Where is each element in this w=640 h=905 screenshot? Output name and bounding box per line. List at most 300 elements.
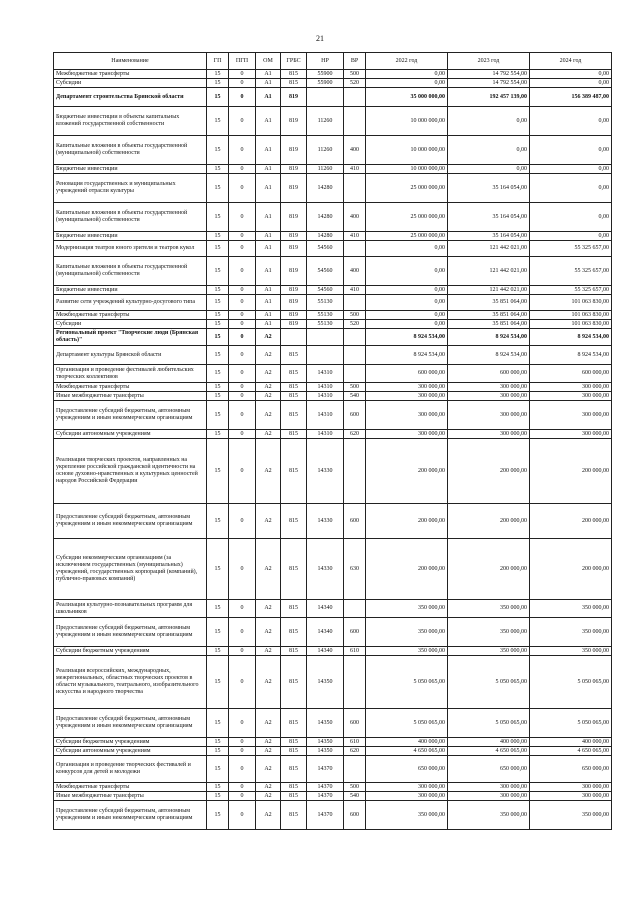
cell-om: A2 bbox=[256, 738, 281, 747]
cell-2024: 200 000,00 bbox=[530, 539, 612, 600]
cell-pgp: 0 bbox=[229, 401, 256, 430]
cell-nr: 14370 bbox=[307, 801, 344, 830]
cell-gp: 15 bbox=[207, 656, 229, 709]
cell-2023: 350 000,00 bbox=[448, 801, 530, 830]
cell-gp: 15 bbox=[207, 241, 229, 257]
cell-gp: 15 bbox=[207, 329, 229, 346]
cell-nr bbox=[307, 329, 344, 346]
table-row bbox=[54, 165, 612, 174]
cell-name: Межбюджетные трансферты bbox=[54, 783, 207, 792]
cell-2024: 400 000,00 bbox=[530, 738, 612, 747]
cell-pgp: 0 bbox=[229, 801, 256, 830]
cell-vr bbox=[344, 295, 366, 311]
cell-2023: 200 000,00 bbox=[448, 504, 530, 539]
cell-pgp: 0 bbox=[229, 174, 256, 203]
cell-vr: 610 bbox=[344, 738, 366, 747]
cell-2023: 0,00 bbox=[448, 107, 530, 136]
cell-gp: 15 bbox=[207, 392, 229, 401]
cell-nr: 54560 bbox=[307, 241, 344, 257]
cell-om: A2 bbox=[256, 792, 281, 801]
cell-2023: 400 000,00 bbox=[448, 738, 530, 747]
cell-2022: 0,00 bbox=[366, 257, 448, 286]
cell-grbs bbox=[281, 329, 307, 346]
cell-om: A1 bbox=[256, 165, 281, 174]
cell-pgp: 0 bbox=[229, 383, 256, 392]
cell-pgp: 0 bbox=[229, 320, 256, 329]
cell-2024: 300 000,00 bbox=[530, 430, 612, 439]
header-pgp: ПГП bbox=[229, 53, 256, 70]
table-row bbox=[54, 439, 612, 504]
cell-pgp: 0 bbox=[229, 203, 256, 232]
table-row bbox=[54, 756, 612, 783]
cell-gp: 15 bbox=[207, 600, 229, 618]
table-row bbox=[54, 79, 612, 88]
cell-om: A2 bbox=[256, 329, 281, 346]
cell-2024: 300 000,00 bbox=[530, 401, 612, 430]
cell-pgp: 0 bbox=[229, 783, 256, 792]
cell-pgp: 0 bbox=[229, 738, 256, 747]
cell-vr bbox=[344, 656, 366, 709]
cell-nr: 14330 bbox=[307, 504, 344, 539]
header-gp: ГП bbox=[207, 53, 229, 70]
cell-2023: 5 050 065,00 bbox=[448, 709, 530, 738]
cell-name: Межбюджетные трансферты bbox=[54, 311, 207, 320]
cell-grbs: 815 bbox=[281, 709, 307, 738]
cell-vr: 410 bbox=[344, 232, 366, 241]
cell-vr bbox=[344, 365, 366, 383]
table-row bbox=[54, 709, 612, 738]
cell-name: Департамент культуры Брянской области bbox=[54, 346, 207, 365]
cell-2022: 350 000,00 bbox=[366, 600, 448, 618]
cell-gp: 15 bbox=[207, 311, 229, 320]
cell-2023: 8 924 534,00 bbox=[448, 329, 530, 346]
cell-grbs: 815 bbox=[281, 439, 307, 504]
cell-grbs: 815 bbox=[281, 600, 307, 618]
cell-vr: 540 bbox=[344, 792, 366, 801]
cell-2024: 0,00 bbox=[530, 136, 612, 165]
table-row bbox=[54, 136, 612, 165]
cell-2024: 8 924 534,00 bbox=[530, 329, 612, 346]
cell-vr: 500 bbox=[344, 70, 366, 79]
cell-om: A1 bbox=[256, 257, 281, 286]
table-row bbox=[54, 257, 612, 286]
cell-2023: 300 000,00 bbox=[448, 783, 530, 792]
cell-grbs: 815 bbox=[281, 539, 307, 600]
cell-2022: 300 000,00 bbox=[366, 430, 448, 439]
cell-name: Организация и проведение творческих фестивалей и конкурсов для детей и молодежи bbox=[54, 756, 207, 783]
cell-2024: 5 050 065,00 bbox=[530, 656, 612, 709]
cell-nr: 14350 bbox=[307, 656, 344, 709]
cell-gp: 15 bbox=[207, 756, 229, 783]
cell-2022: 35 000 000,00 bbox=[366, 88, 448, 107]
table-row bbox=[54, 365, 612, 383]
cell-gp: 15 bbox=[207, 738, 229, 747]
cell-pgp: 0 bbox=[229, 539, 256, 600]
cell-name: Капитальные вложения в объекты государственной (муниципальной) собственности bbox=[54, 257, 207, 286]
cell-2024: 300 000,00 bbox=[530, 792, 612, 801]
cell-vr bbox=[344, 88, 366, 107]
cell-om: A1 bbox=[256, 232, 281, 241]
cell-vr: 520 bbox=[344, 79, 366, 88]
cell-2023: 200 000,00 bbox=[448, 439, 530, 504]
cell-om: A2 bbox=[256, 618, 281, 647]
table-row bbox=[54, 88, 612, 107]
cell-grbs: 815 bbox=[281, 401, 307, 430]
cell-2023: 14 792 554,00 bbox=[448, 79, 530, 88]
cell-nr: 14330 bbox=[307, 439, 344, 504]
cell-om: A1 bbox=[256, 88, 281, 107]
cell-2023: 350 000,00 bbox=[448, 618, 530, 647]
cell-name: Субсидии bbox=[54, 320, 207, 329]
cell-name: Реновация государственных и муниципальных учреждений отрасли культуры bbox=[54, 174, 207, 203]
cell-2024: 0,00 bbox=[530, 107, 612, 136]
cell-2022: 8 924 534,00 bbox=[366, 329, 448, 346]
header-2024: 2024 год bbox=[530, 53, 612, 70]
cell-grbs: 819 bbox=[281, 88, 307, 107]
cell-name: Межбюджетные трансферты bbox=[54, 383, 207, 392]
cell-2023: 350 000,00 bbox=[448, 647, 530, 656]
cell-2022: 350 000,00 bbox=[366, 801, 448, 830]
cell-vr: 540 bbox=[344, 392, 366, 401]
cell-vr bbox=[344, 439, 366, 504]
cell-vr: 410 bbox=[344, 286, 366, 295]
cell-2024: 0,00 bbox=[530, 70, 612, 79]
cell-grbs: 815 bbox=[281, 792, 307, 801]
cell-gp: 15 bbox=[207, 70, 229, 79]
cell-2023: 35 851 064,00 bbox=[448, 311, 530, 320]
cell-2023: 4 650 065,00 bbox=[448, 747, 530, 756]
cell-grbs: 815 bbox=[281, 70, 307, 79]
table-row bbox=[54, 401, 612, 430]
cell-gp: 15 bbox=[207, 320, 229, 329]
cell-2024: 55 325 657,00 bbox=[530, 286, 612, 295]
header-grbs: ГРБС bbox=[281, 53, 307, 70]
cell-vr: 410 bbox=[344, 165, 366, 174]
cell-name: Бюджетные инвестиции bbox=[54, 286, 207, 295]
cell-name: Капитальные вложения в объекты государственной (муниципальной) собственности bbox=[54, 136, 207, 165]
cell-vr: 620 bbox=[344, 430, 366, 439]
cell-gp: 15 bbox=[207, 346, 229, 365]
cell-grbs: 815 bbox=[281, 392, 307, 401]
cell-nr: 14310 bbox=[307, 430, 344, 439]
cell-nr bbox=[307, 346, 344, 365]
cell-2024: 650 000,00 bbox=[530, 756, 612, 783]
cell-vr: 500 bbox=[344, 383, 366, 392]
cell-2022: 400 000,00 bbox=[366, 738, 448, 747]
cell-om: A2 bbox=[256, 783, 281, 792]
table-row bbox=[54, 801, 612, 830]
cell-name: Иные межбюджетные трансферты bbox=[54, 792, 207, 801]
cell-2024: 4 650 065,00 bbox=[530, 747, 612, 756]
cell-grbs: 819 bbox=[281, 232, 307, 241]
cell-nr: 14350 bbox=[307, 747, 344, 756]
cell-2024: 0,00 bbox=[530, 232, 612, 241]
cell-gp: 15 bbox=[207, 504, 229, 539]
cell-om: A1 bbox=[256, 203, 281, 232]
cell-name: Развитие сети учреждений культурно-досугового типа bbox=[54, 295, 207, 311]
cell-nr: 14340 bbox=[307, 647, 344, 656]
cell-2023: 5 050 065,00 bbox=[448, 656, 530, 709]
cell-grbs: 815 bbox=[281, 783, 307, 792]
cell-gp: 15 bbox=[207, 430, 229, 439]
table-row bbox=[54, 783, 612, 792]
cell-name: Реализация творческих проектов, направленных на укрепление российской гражданской идентичности на основе духовно-нравственных и культурных ценностей народов Российской Федерации bbox=[54, 439, 207, 504]
cell-name: Бюджетные инвестиции в объекты капитальных вложений государственной собственности bbox=[54, 107, 207, 136]
cell-2022: 0,00 bbox=[366, 295, 448, 311]
cell-name: Субсидии бюджетным учреждениям bbox=[54, 738, 207, 747]
cell-2023: 300 000,00 bbox=[448, 792, 530, 801]
cell-2024: 300 000,00 bbox=[530, 383, 612, 392]
cell-name: Региональный проект "Творческие люди (Брянская область)" bbox=[54, 329, 207, 346]
table-row bbox=[54, 656, 612, 709]
cell-vr: 500 bbox=[344, 783, 366, 792]
cell-gp: 15 bbox=[207, 647, 229, 656]
cell-2023: 121 442 021,00 bbox=[448, 257, 530, 286]
cell-grbs: 819 bbox=[281, 107, 307, 136]
cell-2024: 156 389 487,00 bbox=[530, 88, 612, 107]
cell-2022: 10 000 000,00 bbox=[366, 165, 448, 174]
cell-name: Модернизация театров юного зрителя и театров кукол bbox=[54, 241, 207, 257]
cell-2023: 600 000,00 bbox=[448, 365, 530, 383]
cell-om: A2 bbox=[256, 747, 281, 756]
cell-om: A2 bbox=[256, 647, 281, 656]
cell-pgp: 0 bbox=[229, 107, 256, 136]
cell-grbs: 819 bbox=[281, 295, 307, 311]
table-row bbox=[54, 70, 612, 79]
cell-2022: 0,00 bbox=[366, 241, 448, 257]
cell-grbs: 815 bbox=[281, 618, 307, 647]
cell-grbs: 819 bbox=[281, 203, 307, 232]
cell-pgp: 0 bbox=[229, 286, 256, 295]
table-body bbox=[54, 70, 612, 830]
cell-vr: 600 bbox=[344, 504, 366, 539]
cell-grbs: 815 bbox=[281, 647, 307, 656]
cell-grbs: 815 bbox=[281, 346, 307, 365]
cell-gp: 15 bbox=[207, 257, 229, 286]
table-row bbox=[54, 392, 612, 401]
cell-2022: 0,00 bbox=[366, 70, 448, 79]
cell-gp: 15 bbox=[207, 136, 229, 165]
cell-gp: 15 bbox=[207, 747, 229, 756]
cell-2023: 300 000,00 bbox=[448, 383, 530, 392]
cell-2022: 200 000,00 bbox=[366, 439, 448, 504]
cell-2023: 8 924 534,00 bbox=[448, 346, 530, 365]
cell-om: A1 bbox=[256, 311, 281, 320]
cell-2024: 350 000,00 bbox=[530, 618, 612, 647]
cell-vr bbox=[344, 756, 366, 783]
table-row bbox=[54, 747, 612, 756]
table-row bbox=[54, 311, 612, 320]
table-row bbox=[54, 295, 612, 311]
cell-nr: 14310 bbox=[307, 401, 344, 430]
cell-name: Предоставление субсидий бюджетным, автономным учреждениям и иным некоммерческим организациям bbox=[54, 401, 207, 430]
cell-grbs: 815 bbox=[281, 756, 307, 783]
cell-2023: 35 851 064,00 bbox=[448, 295, 530, 311]
cell-vr: 400 bbox=[344, 257, 366, 286]
cell-name: Субсидии bbox=[54, 79, 207, 88]
cell-gp: 15 bbox=[207, 79, 229, 88]
cell-nr: 14340 bbox=[307, 600, 344, 618]
cell-pgp: 0 bbox=[229, 346, 256, 365]
cell-gp: 15 bbox=[207, 383, 229, 392]
cell-pgp: 0 bbox=[229, 70, 256, 79]
cell-gp: 15 bbox=[207, 792, 229, 801]
cell-pgp: 0 bbox=[229, 136, 256, 165]
cell-om: A2 bbox=[256, 656, 281, 709]
table-header-row bbox=[54, 53, 612, 70]
cell-om: A1 bbox=[256, 295, 281, 311]
cell-pgp: 0 bbox=[229, 647, 256, 656]
cell-gp: 15 bbox=[207, 165, 229, 174]
cell-nr: 55130 bbox=[307, 295, 344, 311]
table-row bbox=[54, 600, 612, 618]
cell-vr: 600 bbox=[344, 618, 366, 647]
cell-nr: 14310 bbox=[307, 365, 344, 383]
table-row bbox=[54, 618, 612, 647]
cell-pgp: 0 bbox=[229, 792, 256, 801]
cell-2024: 600 000,00 bbox=[530, 365, 612, 383]
cell-2023: 35 164 054,00 bbox=[448, 203, 530, 232]
cell-nr: 14350 bbox=[307, 709, 344, 738]
cell-om: A2 bbox=[256, 504, 281, 539]
cell-2022: 300 000,00 bbox=[366, 783, 448, 792]
cell-2023: 35 164 054,00 bbox=[448, 174, 530, 203]
cell-gp: 15 bbox=[207, 203, 229, 232]
cell-gp: 15 bbox=[207, 783, 229, 792]
cell-2022: 5 050 065,00 bbox=[366, 656, 448, 709]
cell-2024: 300 000,00 bbox=[530, 392, 612, 401]
table-row bbox=[54, 241, 612, 257]
cell-2023: 121 442 021,00 bbox=[448, 241, 530, 257]
cell-grbs: 819 bbox=[281, 174, 307, 203]
cell-nr: 11260 bbox=[307, 107, 344, 136]
cell-vr: 610 bbox=[344, 647, 366, 656]
cell-om: A1 bbox=[256, 286, 281, 295]
cell-vr: 520 bbox=[344, 320, 366, 329]
cell-2022: 0,00 bbox=[366, 311, 448, 320]
cell-vr: 500 bbox=[344, 311, 366, 320]
cell-om: A1 bbox=[256, 241, 281, 257]
cell-name: Капитальные вложения в объекты государственной (муниципальной) собственности bbox=[54, 203, 207, 232]
cell-nr: 14280 bbox=[307, 203, 344, 232]
cell-2023: 192 457 139,00 bbox=[448, 88, 530, 107]
cell-pgp: 0 bbox=[229, 241, 256, 257]
cell-om: A1 bbox=[256, 136, 281, 165]
cell-om: A1 bbox=[256, 70, 281, 79]
cell-nr: 54560 bbox=[307, 257, 344, 286]
cell-grbs: 815 bbox=[281, 383, 307, 392]
cell-om: A1 bbox=[256, 107, 281, 136]
cell-name: Предоставление субсидий бюджетным, автономным учреждениям и иным некоммерческим организациям bbox=[54, 618, 207, 647]
cell-2022: 300 000,00 bbox=[366, 383, 448, 392]
cell-om: A1 bbox=[256, 320, 281, 329]
cell-pgp: 0 bbox=[229, 329, 256, 346]
cell-2022: 200 000,00 bbox=[366, 539, 448, 600]
header-vr: ВР bbox=[344, 53, 366, 70]
cell-grbs: 819 bbox=[281, 241, 307, 257]
cell-vr: 600 bbox=[344, 801, 366, 830]
cell-nr: 54560 bbox=[307, 286, 344, 295]
cell-pgp: 0 bbox=[229, 430, 256, 439]
table-row bbox=[54, 107, 612, 136]
cell-grbs: 815 bbox=[281, 801, 307, 830]
cell-grbs: 815 bbox=[281, 79, 307, 88]
cell-pgp: 0 bbox=[229, 756, 256, 783]
cell-nr: 55900 bbox=[307, 70, 344, 79]
cell-name: Субсидии автономным учреждениям bbox=[54, 430, 207, 439]
cell-pgp: 0 bbox=[229, 504, 256, 539]
table-row bbox=[54, 329, 612, 346]
cell-pgp: 0 bbox=[229, 88, 256, 107]
cell-2022: 10 000 000,00 bbox=[366, 107, 448, 136]
table-row bbox=[54, 738, 612, 747]
cell-name: Межбюджетные трансферты bbox=[54, 70, 207, 79]
cell-nr: 11260 bbox=[307, 165, 344, 174]
cell-gp: 15 bbox=[207, 232, 229, 241]
cell-om: A2 bbox=[256, 539, 281, 600]
cell-nr: 14310 bbox=[307, 383, 344, 392]
cell-name: Иные межбюджетные трансферты bbox=[54, 392, 207, 401]
cell-om: A1 bbox=[256, 174, 281, 203]
cell-pgp: 0 bbox=[229, 392, 256, 401]
cell-grbs: 819 bbox=[281, 165, 307, 174]
cell-nr: 14370 bbox=[307, 756, 344, 783]
cell-om: A2 bbox=[256, 346, 281, 365]
cell-name: Организация и проведение фестивалей любительских творческих коллективов bbox=[54, 365, 207, 383]
table-row bbox=[54, 383, 612, 392]
cell-name: Предоставление субсидий бюджетным, автономным учреждениям и иным некоммерческим организациям bbox=[54, 709, 207, 738]
cell-pgp: 0 bbox=[229, 79, 256, 88]
cell-pgp: 0 bbox=[229, 747, 256, 756]
cell-2024: 0,00 bbox=[530, 174, 612, 203]
cell-grbs: 815 bbox=[281, 656, 307, 709]
cell-grbs: 815 bbox=[281, 430, 307, 439]
cell-om: A2 bbox=[256, 756, 281, 783]
cell-nr: 55130 bbox=[307, 311, 344, 320]
cell-vr: 400 bbox=[344, 203, 366, 232]
cell-2024: 300 000,00 bbox=[530, 783, 612, 792]
cell-om: A2 bbox=[256, 365, 281, 383]
table-row bbox=[54, 346, 612, 365]
cell-nr: 11260 bbox=[307, 136, 344, 165]
cell-2024: 350 000,00 bbox=[530, 647, 612, 656]
cell-2022: 8 924 534,00 bbox=[366, 346, 448, 365]
cell-pgp: 0 bbox=[229, 257, 256, 286]
cell-gp: 15 bbox=[207, 801, 229, 830]
cell-2022: 200 000,00 bbox=[366, 504, 448, 539]
table-row bbox=[54, 792, 612, 801]
cell-2022: 300 000,00 bbox=[366, 392, 448, 401]
cell-pgp: 0 bbox=[229, 232, 256, 241]
cell-2022: 25 000 000,00 bbox=[366, 174, 448, 203]
cell-nr: 55130 bbox=[307, 320, 344, 329]
header-2022: 2022 год bbox=[366, 53, 448, 70]
cell-gp: 15 bbox=[207, 401, 229, 430]
cell-pgp: 0 bbox=[229, 600, 256, 618]
cell-name: Бюджетные инвестиции bbox=[54, 165, 207, 174]
cell-2022: 300 000,00 bbox=[366, 401, 448, 430]
cell-pgp: 0 bbox=[229, 618, 256, 647]
cell-om: A2 bbox=[256, 383, 281, 392]
cell-grbs: 815 bbox=[281, 365, 307, 383]
cell-2023: 300 000,00 bbox=[448, 401, 530, 430]
table-row bbox=[54, 286, 612, 295]
cell-2023: 121 442 021,00 bbox=[448, 286, 530, 295]
cell-2022: 300 000,00 bbox=[366, 792, 448, 801]
cell-2022: 600 000,00 bbox=[366, 365, 448, 383]
cell-2022: 5 050 065,00 bbox=[366, 709, 448, 738]
cell-2024: 101 063 830,00 bbox=[530, 320, 612, 329]
